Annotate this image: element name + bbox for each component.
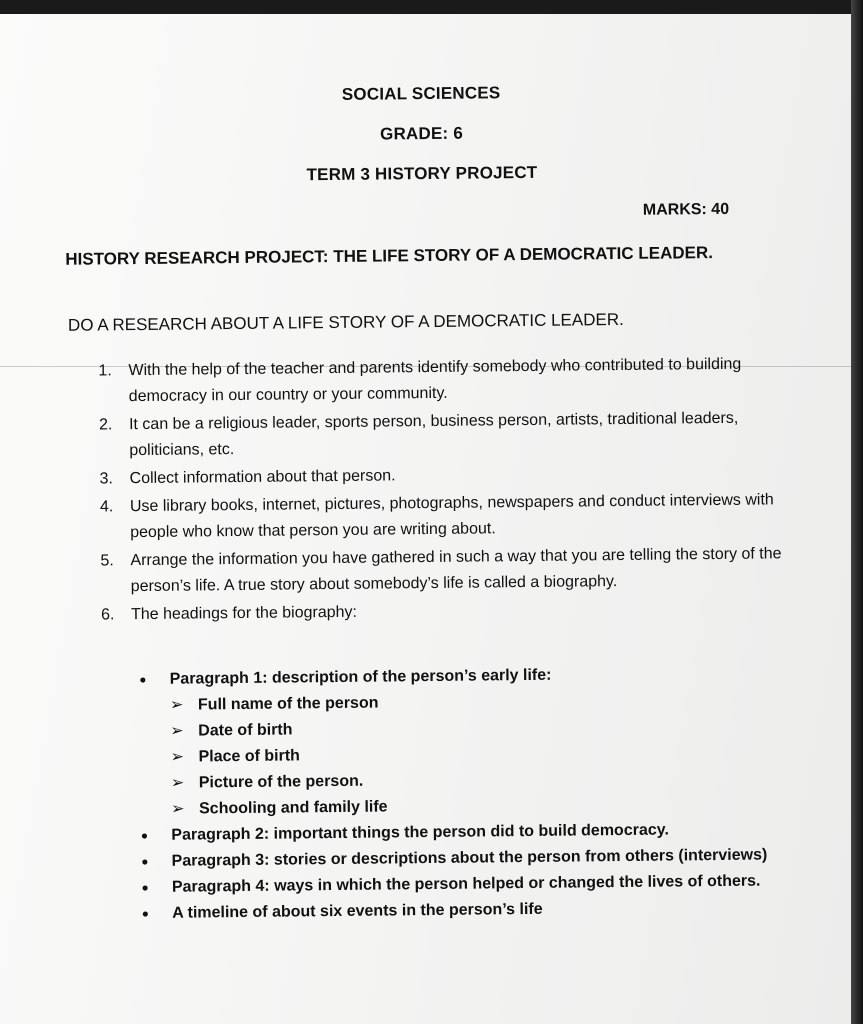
heading-item bbox=[142, 894, 792, 927]
sub-item-text: Schooling and family life bbox=[198, 798, 388, 818]
step-number: 3. bbox=[99, 470, 114, 488]
early-life-subitems bbox=[170, 686, 791, 822]
step-number: 4. bbox=[99, 498, 114, 516]
project-title: HISTORY RESEARCH PROJECT: THE LIFE STORY OF A DEMOCRATIC LEADER. bbox=[65, 243, 714, 269]
bullet-icon: • bbox=[142, 903, 149, 925]
heading-text: A timeline of about six events in the person’s life bbox=[172, 900, 543, 922]
step-text: Use library books, internet, pictures, photographs, newspapers and conduct interviews with people who know that person you are writing about. bbox=[129, 491, 774, 542]
step-number: 1. bbox=[98, 362, 112, 380]
sub-item-text: Place of birth bbox=[198, 747, 300, 766]
sub-item-text: Picture of the person. bbox=[198, 772, 364, 792]
subject-heading: SOCIAL SCIENCES bbox=[341, 83, 501, 104]
sub-item-text: Full name of the person bbox=[197, 694, 379, 714]
term-heading: TERM 3 HISTORY PROJECT bbox=[306, 162, 538, 185]
step-text: Arrange the information you have gathered in such a way that you are telling the story of the person’s life. A true story about somebody’s life is called a biography. bbox=[130, 545, 782, 596]
step-text: It can be a religious leader, sports person, business person, artists, traditional leaders, politicians, etc. bbox=[128, 409, 739, 460]
step-text: With the help of the teacher and parents identify somebody who contributed to building democracy in our country or your community. bbox=[128, 355, 742, 406]
heading-text: Paragraph 3: stories or descriptions about the person from others (interviews) bbox=[171, 846, 768, 870]
step-number: 2. bbox=[98, 416, 113, 434]
arrow-bullet-icon: ➢ bbox=[169, 696, 184, 714]
step-number: 5. bbox=[100, 552, 114, 570]
page-edge-shadow bbox=[851, 0, 863, 1024]
paper-sheet bbox=[0, 14, 851, 1024]
sub-item-text: Date of birth bbox=[198, 721, 293, 740]
bullet-icon: • bbox=[139, 669, 147, 691]
arrow-bullet-icon: ➢ bbox=[170, 800, 185, 818]
steps-list bbox=[98, 351, 801, 630]
marks-label: MARKS: 40 bbox=[642, 200, 730, 219]
list-item bbox=[100, 541, 801, 600]
heading-text: Paragraph 1: description of the person’s early life: bbox=[169, 666, 552, 688]
list-item bbox=[99, 405, 800, 464]
biography-headings bbox=[140, 660, 793, 927]
step-text: The headings for the biography: bbox=[130, 603, 358, 624]
heading-text: Paragraph 2: important things the person did to build democracy. bbox=[171, 821, 669, 844]
heading-text: Paragraph 4: ways in which the person helped or changed the lives of others. bbox=[171, 872, 761, 896]
step-text: Collect information about that person. bbox=[129, 467, 396, 488]
list-item bbox=[100, 487, 801, 546]
list-item bbox=[98, 351, 799, 410]
instruction-text: DO A RESEARCH ABOUT A LIFE STORY OF A DEMOCRATIC LEADER. bbox=[67, 309, 624, 335]
bullet-icon: • bbox=[141, 851, 149, 873]
document-page bbox=[0, 14, 851, 1024]
list-item bbox=[101, 595, 801, 628]
bullet-icon: • bbox=[141, 825, 148, 847]
grade-heading: GRADE: 6 bbox=[379, 123, 464, 144]
bullet-icon: • bbox=[141, 877, 149, 899]
arrow-bullet-icon: ➢ bbox=[170, 774, 185, 792]
step-number: 6. bbox=[100, 606, 115, 624]
arrow-bullet-icon: ➢ bbox=[170, 748, 185, 766]
arrow-bullet-icon: ➢ bbox=[170, 722, 184, 740]
